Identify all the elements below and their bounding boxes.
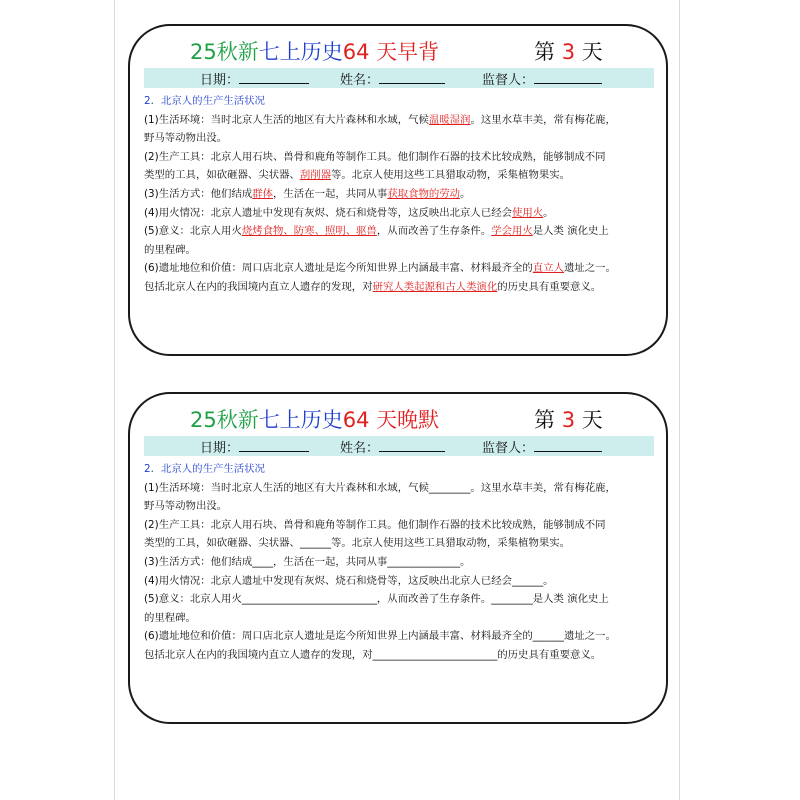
content-line: (1)生活环境：当时北京人生活的地区有大片森林和水域，气候________。这里水草丰美，常有梅花鹿， [144,481,616,494]
content-line: 类型的工具，如砍砸器、尖状器、刮削器等。北京人使用这些工具猎取动物，采集植物果实。 [144,169,571,182]
title-term: 25秋新 [190,40,259,64]
date-field [200,69,309,88]
content-line: (3)生活方式：他们结成群体，生活在一起，共同从事获取食物的劳动。 [144,187,471,200]
answer-text: 研究人类起源和古人类演化 [372,280,498,293]
content-line: (6)遗址地位和价值：周口店北京人遗址是迄今所知世界上内涵最丰富、材料最齐全的直立人遗址之一。 [144,262,616,275]
card-content [144,460,658,665]
content-line: (3)生活方式：他们结成____，生活在一起，共同从事______________。 [144,555,471,568]
content-line: (5)意义：北京人用火__________________________，从而改善了生存条件。________是人类 演化史上 [144,593,609,606]
content-line: (4)用火情况：北京人遗址中发现有灰烬、烧石和烧骨等，这反映出北京人已经会使用火。 [144,206,554,219]
info-bar [144,68,654,88]
title-row [130,400,666,436]
card-content [144,92,658,297]
content-line: (1)生活环境：当时北京人生活的地区有大片森林和水域，气候温暖湿润。这里水草丰美，常有梅花鹿， [144,113,616,126]
content-line: 野马等动物出没。 [144,500,228,513]
content-line: 包括北京人在内的我国境内直立人遗存的发现，对研究人类起源和古人类演化的历史具有重要意义。 [144,280,602,293]
content-line: (4)用火情况：北京人遗址中发现有灰烬、烧石和烧骨等，这反映出北京人已经会______。 [144,574,554,587]
title-subject: 七上历史 [258,408,343,432]
info-bar [144,436,654,456]
title-plan: 64 天晚默 [342,408,440,432]
content-line: 类型的工具，如砍砸器、尖状器、______等。北京人使用这些工具猎取动物，采集植物果实。 [144,537,571,550]
evening-card [128,392,668,724]
name-label: 姓名： [340,73,380,88]
title-plan: 64 天早背 [342,40,440,64]
day-prefix: 第 [534,408,555,432]
name-label: 姓名： [340,441,380,456]
day-label [534,404,603,434]
date-blank[interactable] [239,70,309,84]
content-line: (2)生产工具：北京人用石块、兽骨和鹿角等制作工具。他们制作石器的技术比较成熟，能够制成不同 [144,150,606,163]
answer-text: 烧烤食物、防寒、照明、驱兽 [241,225,377,238]
answer-text: 使用火 [512,206,544,219]
content-line: 的里程碑。 [144,611,196,624]
day-suffix: 天 [581,408,603,432]
date-blank[interactable] [239,438,309,452]
answer-text: 直立人 [532,262,564,275]
supervisor-blank[interactable] [534,438,602,452]
day-number: 3 [561,40,576,64]
supervisor-blank[interactable] [534,70,602,84]
content-line: (5)意义：北京人用火烧烤食物、防寒、照明、驱兽，从而改善了生存条件。学会用火是人类 演化史上 [144,225,609,238]
supervisor-label: 监督人： [482,441,535,456]
title-term: 25秋新 [190,408,259,432]
supervisor-field [482,69,602,88]
supervisor-field [482,437,602,456]
title-row [130,32,666,68]
date-label: 日期： [200,441,240,456]
answer-text: 获取食物的劳动 [387,187,461,200]
content-line: 野马等动物出没。 [144,132,228,145]
day-number: 3 [561,408,576,432]
content-line: 的里程碑。 [144,243,196,256]
name-field [340,437,445,456]
name-blank[interactable] [379,70,445,84]
title-subject: 七上历史 [258,40,343,64]
content-line: 包括北京人在内的我国境内直立人遗存的发现，对________________________的历史具有重要意义。 [144,648,602,661]
answer-text: 温暖湿润 [428,113,471,126]
content-line: (6)遗址地位和价值：周口店北京人遗址是迄今所知世界上内涵最丰富、材料最齐全的______遗址之一。 [144,630,616,643]
date-label: 日期： [200,73,240,88]
morning-card [128,24,668,356]
name-blank[interactable] [379,438,445,452]
card-title [190,36,439,66]
answer-text: 群体 [252,187,274,200]
answer-text: 刮削器 [299,169,332,182]
answer-text: 学会用火 [491,225,533,238]
day-prefix: 第 [534,40,555,64]
day-suffix: 天 [581,40,603,64]
day-label [534,36,603,66]
section-heading: 2．北京人的生产生活状况 [144,463,265,475]
date-field [200,437,309,456]
name-field [340,69,445,88]
section-heading: 2．北京人的生产生活状况 [144,95,265,107]
card-title [190,404,439,434]
content-line: (2)生产工具：北京人用石块、兽骨和鹿角等制作工具。他们制作石器的技术比较成熟，能够制成不同 [144,518,606,531]
supervisor-label: 监督人： [482,73,535,88]
